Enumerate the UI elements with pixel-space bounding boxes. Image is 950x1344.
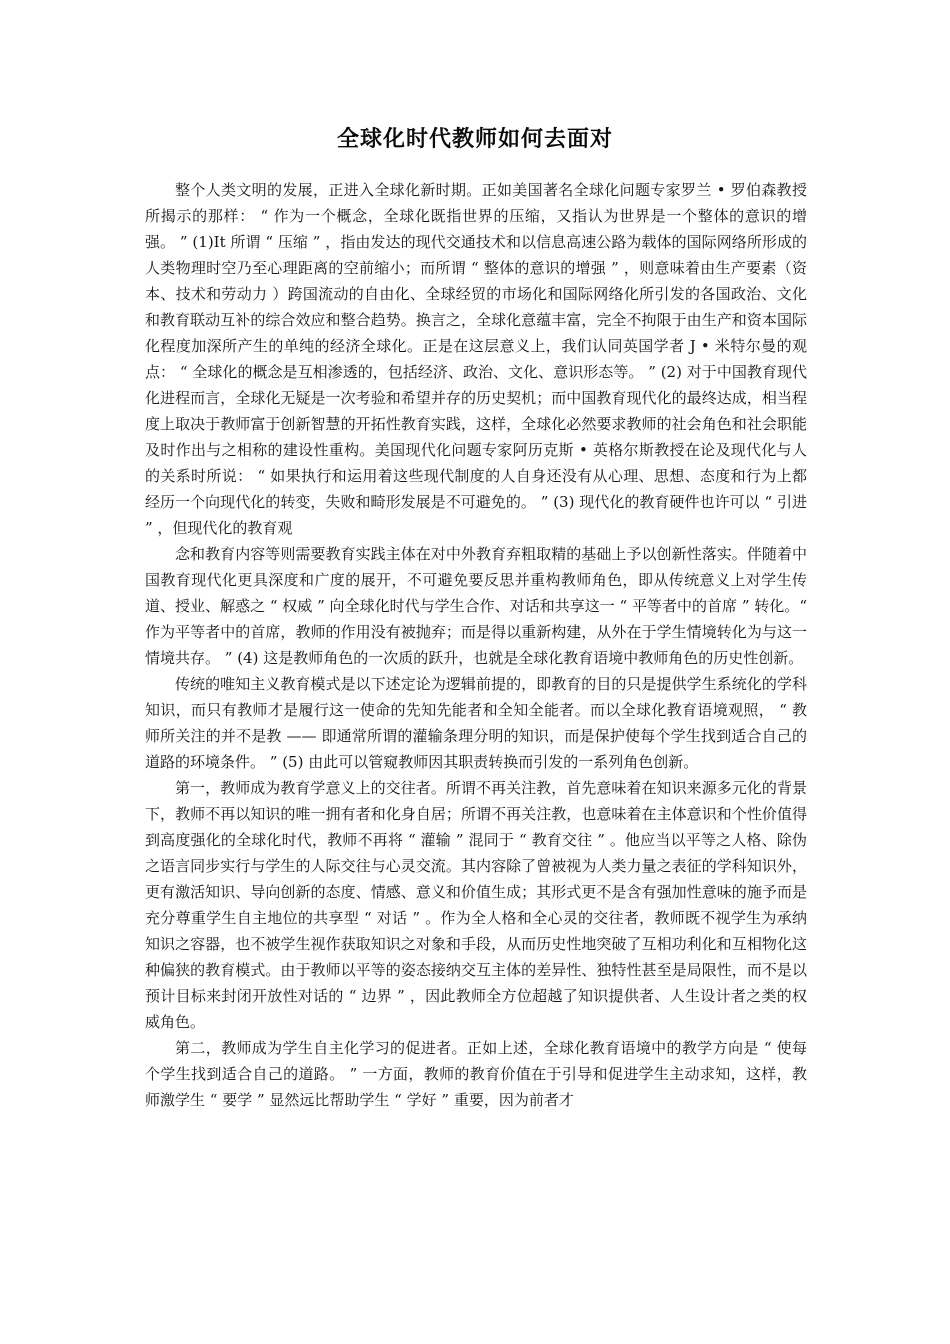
paragraph-4: 第一，教师成为教育学意义上的交往者。所谓不再关注教，首先意味着在知识来源多元化的背景下，教师不再以知识的唯一拥有者和化身自居；所谓不再关注教，也意味着在主体意识和个性价值得到高度强化的全球化时代，教师不再将 “ 灌输 ” 混同于 “ 教育交往 ” 。他应当以平等之人格、除伪之语言同步实行与学生的人际交往与心灵交流。其内容除了曾被视为人类力量之表征的学科知识外，更有激活知识、导向创新的态度、情感、意义和价值生成；其形式更不是含有强加性意味的施予而是充分尊重学生自主地位的共享型 “ 对话 ” 。作为全人格和全心灵的交往者，教师既不视学生为承纳知识之容器，也不被学生视作获取知识之对象和手段，从而历史性地突破了互相功利化和互相物化这种偏狭的教育模式。由于教师以平等的姿态接纳交互主体的差异性、独特性甚至是局限性，而不是以预计目标来封闭开放性对话的 “ 边界 ” ，因此教师全方位超越了知识提供者、人生设计者之类的权威角色。	[145, 779, 807, 1031]
paragraph-1: 整个人类文明的发展，正进入全球化新时期。正如美国著名全球化问题专家罗兰 • 罗伯森教授所揭示的那样： “ 作为一个概念，全球化既指世界的压缩，又指认为世界是一个整体的意识的增强。 ” (1)It 所谓 “ 压缩 ” ，指由发达的现代交通技术和以信息高速公路为载体的国际网络所形成的人类物理时空乃至心理距离的空前缩小；而所谓 “ 整体的意识的增强 ” ，则意味着由生产要素（资本、技术和劳动力 ）跨国流动的自由化、全球经贸的市场化和国际网络化所引发的各国政治、文化和教育联动互补的综合效应和整合趋势。换言之，全球化意蕴丰富，完全不拘限于由生产和资本国际化程度加深所产生的单纯的经济全球化。正是在这层意义上，我们认同英国学者 J • 米特尔曼的观点： “ 全球化的概念是互相渗透的，包括经济、政治、文化、意识形态等。 ” (2) 对于中国教育现代化进程而言，全球化无疑是一次考验和希望并存的历史契机；而中国教育现代化的最终达成，相当程度上取决于教师富于创新智慧的开拓性教育实践，这样，全球化必然要求教师的社会角色和社会职能及时作出与之相称的建设性重构。美国现代化问题专家阿历克斯 • 英格尔斯教授在论及现代化与人的关系时所说： “ 如果执行和运用着这些现代制度的人自身还没有从心理、思想、态度和行为上都经历一个向现代化的转变，失败和畸形发展是不可避免的。 ” (3) 现代化的教育硬件也许可以 “ 引进 ” ，但现代化的教育观	[145, 181, 807, 537]
paragraph-3: 传统的唯知主义教育模式是以下述定论为逻辑前提的，即教育的目的只是提供学生系统化的学科知识，而只有教师才是履行这一使命的先知先能者和全知全能者。而以全球化教育语境观照， “ 教师所关注的并不是教 —— 即通常所谓的灌输条理分明的知识，而是保护使每个学生找到适合自己的道路的环境条件。 ” (5) 由此可以管窥教师因其职责转换而引发的一系列角色创新。	[145, 675, 807, 771]
document-body	[145, 177, 807, 1113]
document-title: 全球化时代教师如何去面对	[336, 127, 613, 152]
paragraph-5: 第二，教师成为学生自主化学习的促进者。正如上述，全球化教育语境中的教学方向是 “ 使每个学生找到适合自己的道路。 ” 一方面，教师的教育价值在于引导和促进学生主动求知，这样，教师激学生 “ 要学 ” 显然远比帮助学生 “ 学好 ” 重要，因为前者才	[145, 1039, 807, 1109]
paragraph-2: 念和教育内容等则需要教育实践主体在对中外教育弃粗取精的基础上予以创新性落实。伴随着中国教育现代化更具深度和广度的展开，不可避免要反思并重构教师角色，即从传统意义上对学生传道、授业、解惑之 “ 权威 ” 向全球化时代与学生合作、对话和共享这一 “ 平等者中的首席 ” 转化。“ 作为平等者中的首席，教师的作用没有被抛弃；而是得以重新构建，从外在于学生情境转化为与这一情境共存。 ” (4) 这是教师角色的一次质的跃升，也就是全球化教育语境中教师角色的历史性创新。	[145, 545, 807, 667]
